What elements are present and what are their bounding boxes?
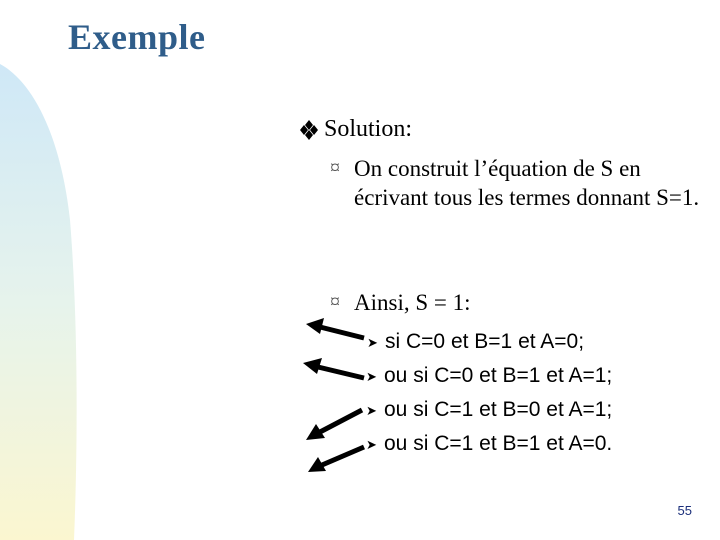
arrowhead-icon: ➤ <box>366 369 377 384</box>
arrowhead-icon: ➤ <box>366 403 377 418</box>
subpoint-text: ou si C=1 et B=1 et A=0. <box>384 432 613 455</box>
left-arrow-icon <box>303 358 364 378</box>
currency-sign-icon: ¤ <box>330 157 340 179</box>
arrowhead-icon: ➤ <box>367 335 378 350</box>
arrowhead-icon: ➤ <box>366 437 377 452</box>
point-text: Ainsi, S = 1: <box>354 290 471 315</box>
left-arrow-icon <box>306 318 364 338</box>
page-number: 55 <box>677 503 692 518</box>
subpoint-text: si C=0 et B=1 et A=0; <box>385 330 585 353</box>
subpoint-text: ou si C=1 et B=0 et A=1; <box>384 398 613 421</box>
subpoint-text: ou si C=0 et B=1 et A=1; <box>384 364 613 387</box>
left-arrow-icon <box>306 410 362 440</box>
point-text: On construit l’équation de S en écrivant tous les termes donnant S=1. <box>354 156 700 210</box>
currency-sign-icon: ¤ <box>330 291 340 313</box>
slide-title: Exemple <box>68 17 206 57</box>
left-arrow-icon <box>308 447 364 472</box>
solution-label: Solution: <box>324 116 413 142</box>
